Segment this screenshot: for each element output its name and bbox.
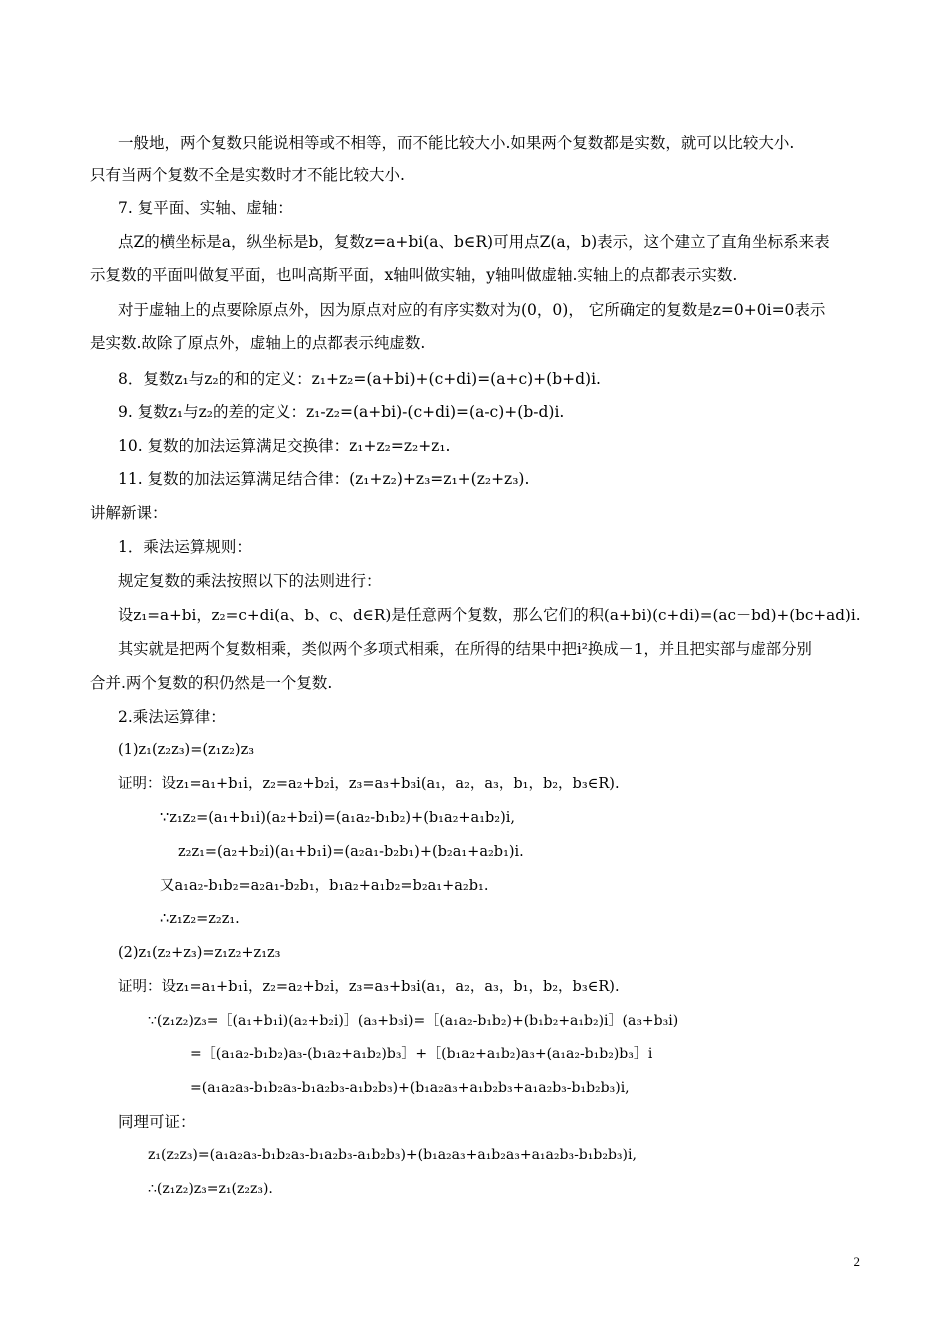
text-line: 一般地，两个复数只能说相等或不相等，而不能比较大小.如果两个复数都是实数，就可以比较大小. (118, 134, 795, 152)
text-line: =［(a₁a₂-b₁b₂)a₃-(b₁a₂+a₁b₂)b₃］+［(b₁a₂+a₁b₂)a₃+(a₁a₂-b₁b₂)b₃］i (190, 1046, 653, 1062)
text-line: 设z₁=a+bi，z₂=c+di(a、b、c、d∈R)是任意两个复数，那么它们的积(a+bi)(c+di)=(ac－bd)+(bc+ad)i. (118, 606, 861, 624)
text-line: 是实数.故除了原点外，虚轴上的点都表示纯虚数. (90, 334, 426, 352)
text-line: 证明：设z₁=a₁+b₁i，z₂=a₂+b₂i，z₃=a₃+b₃i(a₁，a₂，a₃，b₁，b₂，b₃∈R). (118, 776, 620, 792)
text-line: 合并.两个复数的积仍然是一个复数. (90, 674, 333, 692)
text-line: 7. 复平面、实轴、虚轴： (118, 199, 293, 217)
text-line: 其实就是把两个复数相乘，类似两个多项式相乘，在所得的结果中把i²换成－1，并且把实部与虚部分别 (118, 640, 812, 658)
text-line: 8．复数z₁与z₂的和的定义：z₁+z₂=(a+bi)+(c+di)=(a+c)+(b+d)i. (118, 370, 601, 388)
page-number: 2 (853, 1254, 860, 1269)
text-line: ∴(z₁z₂)z₃=z₁(z₂z₃). (148, 1181, 273, 1197)
text-line: (2)z₁(z₂+z₃)=z₁z₂+z₁z₃ (118, 945, 281, 961)
text-line: 2.乘法运算律： (118, 708, 226, 726)
text-line: 10. 复数的加法运算满足交换律：z₁+z₂=z₂+z₁. (118, 437, 451, 455)
text-line: =(a₁a₂a₃-b₁b₂a₃-b₁a₂b₃-a₁b₂b₃)+(b₁a₂a₃+a₁b₂b₃+a₁a₂b₃-b₁b₂b₃)i, (190, 1080, 630, 1096)
text-line: 点Z的横坐标是a，纵坐标是b，复数z=a+bi(a、b∈R)可用点Z(a，b)表示，这个建立了直角坐标系来表 (118, 233, 830, 251)
text-line: 示复数的平面叫做复平面，也叫高斯平面，x轴叫做实轴，y轴叫做虚轴.实轴上的点都表示实数. (90, 266, 738, 284)
text-line: 又a₁a₂-b₁b₂=a₂a₁-b₂b₁，b₁a₂+a₁b₂=b₂a₁+a₂b₁. (160, 878, 489, 894)
text-line: z₁(z₂z₃)=(a₁a₂a₃-b₁b₂a₃-b₁a₂b₃-a₁b₂b₃)+(b₁a₂a₃+a₁b₂a₃+a₁a₂b₃-b₁b₂b₃)i, (148, 1147, 637, 1163)
text-line: 证明：设z₁=a₁+b₁i，z₂=a₂+b₂i，z₃=a₃+b₃i(a₁，a₂，a₃，b₁，b₂，b₃∈R). (118, 979, 620, 995)
text-line: 对于虚轴上的点要除原点外，因为原点对应的有序实数对为(0，0)， 它所确定的复数是z=0+0i=0表示 (118, 301, 826, 319)
text-line: ∴z₁z₂=z₂z₁. (160, 911, 240, 927)
text-line: 1．乘法运算规则： (118, 538, 252, 556)
text-line: z₂z₁=(a₂+b₂i)(a₁+b₁i)=(a₂a₁-b₂b₁)+(b₂a₁+a₂b₁)i. (178, 844, 524, 860)
text-line: 讲解新课： (90, 504, 168, 522)
text-line: 规定复数的乘法按照以下的法则进行： (118, 572, 382, 590)
text-line: ∵(z₁z₂)z₃=［(a₁+b₁i)(a₂+b₂i)］(a₃+b₃i)=［(a₁a₂-b₁b₂)+(b₁b₂+a₁b₂)i］(a₃+b₃i) (148, 1013, 679, 1029)
text-line: ∵z₁z₂=(a₁+b₁i)(a₂+b₂i)=(a₁a₂-b₁b₂)+(b₁a₂+a₁b₂)i, (160, 810, 516, 826)
text-line: 同理可证： (118, 1113, 196, 1131)
text-line: 9. 复数z₁与z₂的差的定义：z₁-z₂=(a+bi)-(c+di)=(a-c)+(b-d)i. (118, 403, 565, 421)
text-line: 11. 复数的加法运算满足结合律：(z₁+z₂)+z₃=z₁+(z₂+z₃). (118, 470, 530, 488)
text-line: 只有当两个复数不全是实数时才不能比较大小. (90, 166, 405, 184)
text-line: (1)z₁(z₂z₃)=(z₁z₂)z₃ (118, 742, 255, 758)
